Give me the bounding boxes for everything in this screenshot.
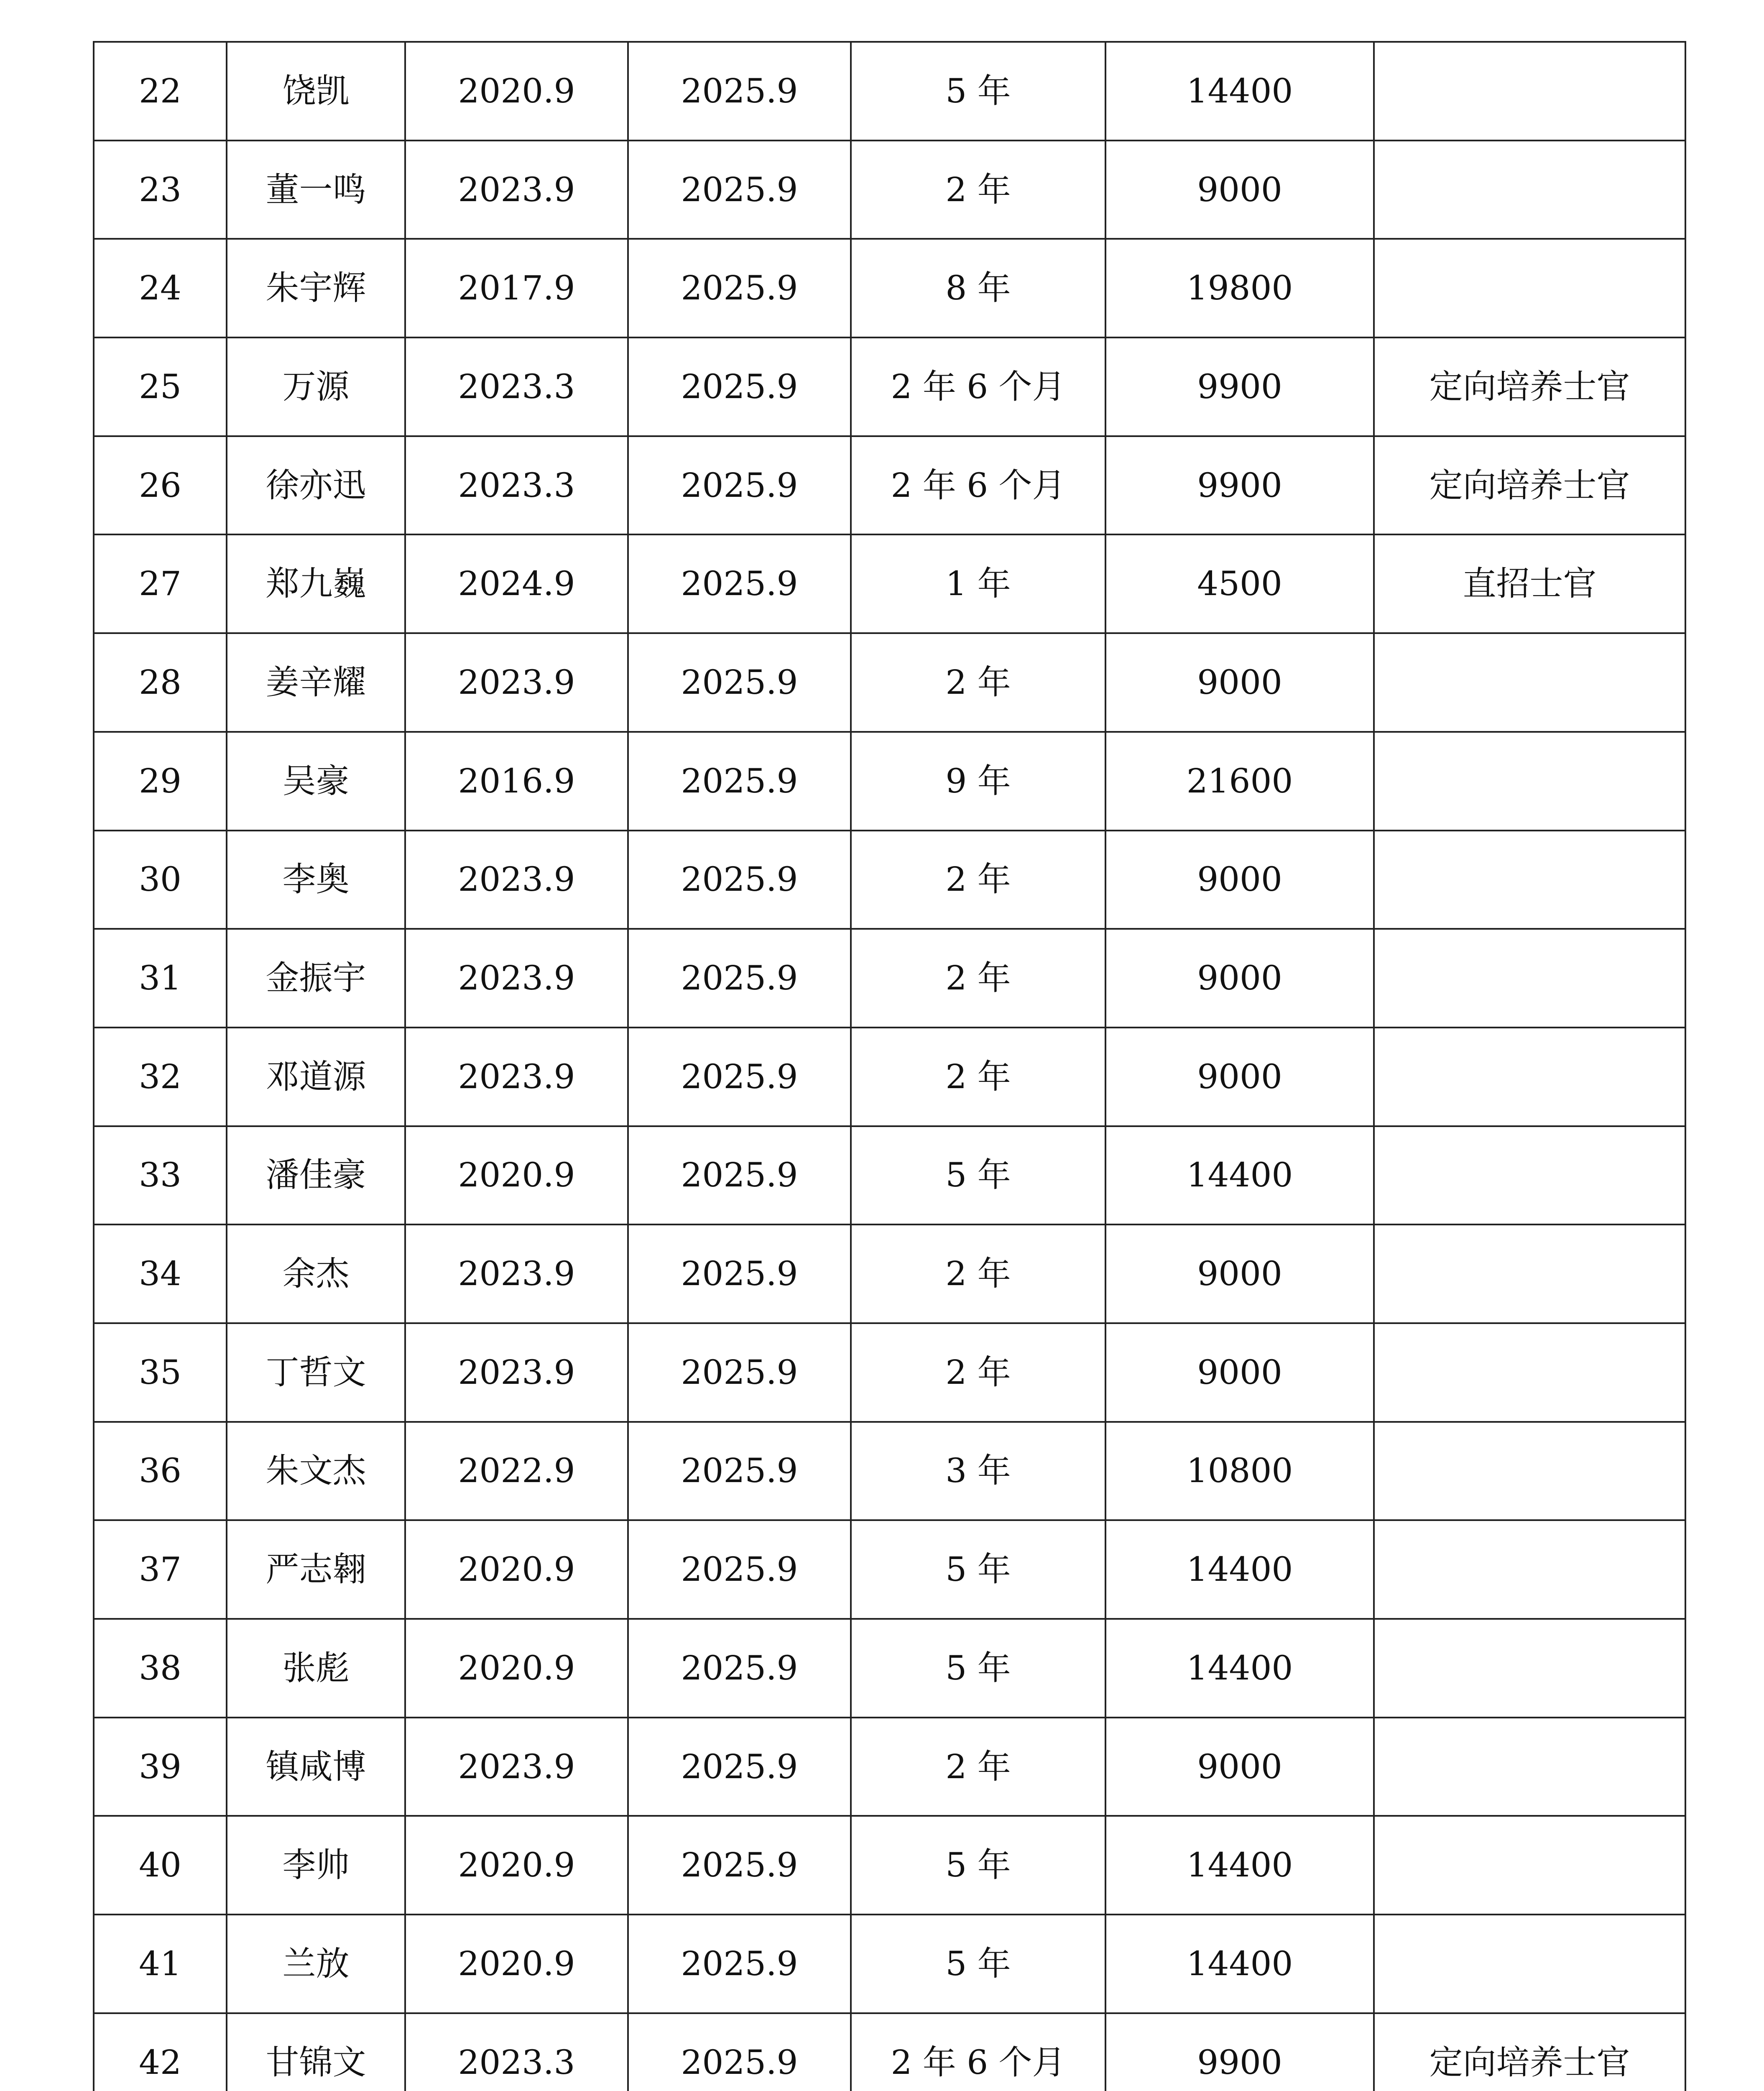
amount-cell: 21600 [1105,732,1374,831]
amount-cell: 9000 [1105,929,1374,1028]
note-cell [1374,42,1685,141]
row-number-cell: 39 [94,1718,227,1816]
table-row [94,534,1685,633]
end-date-cell: 2025.9 [628,436,851,535]
note-cell [1374,1520,1685,1619]
end-date-cell: 2025.9 [628,1816,851,1915]
row-number-cell: 27 [94,534,227,633]
amount-cell: 9000 [1105,1718,1374,1816]
amount-cell: 9000 [1105,1224,1374,1323]
row-number-cell: 31 [94,929,227,1028]
name-cell: 丁哲文 [227,1323,405,1422]
amount-cell: 14400 [1105,1915,1374,2013]
table-row [94,1422,1685,1521]
amount-cell: 19800 [1105,239,1374,337]
duration-cell: 5 年 [851,1816,1105,1915]
start-date-cell: 2024.9 [405,534,628,633]
row-number-cell: 29 [94,732,227,831]
table-row [94,1323,1685,1422]
duration-cell: 9 年 [851,732,1105,831]
table-row [94,436,1685,535]
amount-cell: 4500 [1105,534,1374,633]
end-date-cell: 2025.9 [628,1619,851,1718]
end-date-cell: 2025.9 [628,42,851,141]
name-cell: 甘锦文 [227,2013,405,2091]
note-cell [1374,1323,1685,1422]
note-cell [1374,1126,1685,1225]
row-number-cell: 32 [94,1028,227,1126]
name-cell: 朱文杰 [227,1422,405,1521]
note-cell [1374,929,1685,1028]
table-row [94,1028,1685,1126]
note-cell: 定向培养士官 [1374,436,1685,535]
table-row [94,141,1685,239]
name-cell: 饶凯 [227,42,405,141]
end-date-cell: 2025.9 [628,1126,851,1225]
duration-cell: 2 年 6 个月 [851,337,1105,436]
duration-cell: 3 年 [851,1422,1105,1521]
start-date-cell: 2023.9 [405,929,628,1028]
row-number-cell: 34 [94,1224,227,1323]
name-cell: 李帅 [227,1816,405,1915]
amount-cell: 9000 [1105,1323,1374,1422]
note-cell [1374,1915,1685,2013]
end-date-cell: 2025.9 [628,1224,851,1323]
name-cell: 兰放 [227,1915,405,2013]
name-cell: 张彪 [227,1619,405,1718]
name-cell: 万源 [227,337,405,436]
duration-cell: 5 年 [851,1619,1105,1718]
duration-cell: 2 年 [851,1323,1105,1422]
duration-cell: 5 年 [851,42,1105,141]
start-date-cell: 2020.9 [405,1915,628,2013]
note-cell [1374,1422,1685,1521]
end-date-cell: 2025.9 [628,141,851,239]
duration-cell: 2 年 6 个月 [851,2013,1105,2091]
table-row [94,1224,1685,1323]
start-date-cell: 2023.9 [405,633,628,732]
start-date-cell: 2020.9 [405,42,628,141]
end-date-cell: 2025.9 [628,1718,851,1816]
note-cell [1374,1718,1685,1816]
start-date-cell: 2020.9 [405,1619,628,1718]
duration-cell: 5 年 [851,1126,1105,1225]
row-number-cell: 33 [94,1126,227,1225]
end-date-cell: 2025.9 [628,337,851,436]
start-date-cell: 2020.9 [405,1816,628,1915]
name-cell: 吴豪 [227,732,405,831]
row-number-cell: 40 [94,1816,227,1915]
name-cell: 镇咸博 [227,1718,405,1816]
name-cell: 余杰 [227,1224,405,1323]
name-cell: 姜辛耀 [227,633,405,732]
note-cell [1374,141,1685,239]
duration-cell: 2 年 [851,141,1105,239]
row-number-cell: 24 [94,239,227,337]
row-number-cell: 26 [94,436,227,535]
end-date-cell: 2025.9 [628,732,851,831]
table-row [94,633,1685,732]
start-date-cell: 2023.9 [405,831,628,929]
table-row [94,831,1685,929]
amount-cell: 9000 [1105,633,1374,732]
note-cell [1374,1224,1685,1323]
roster-table [93,41,1686,2091]
start-date-cell: 2023.9 [405,141,628,239]
duration-cell: 2 年 6 个月 [851,436,1105,535]
duration-cell: 8 年 [851,239,1105,337]
table-row [94,1126,1685,1225]
duration-cell: 2 年 [851,831,1105,929]
end-date-cell: 2025.9 [628,1422,851,1521]
name-cell: 郑九巍 [227,534,405,633]
note-cell [1374,239,1685,337]
duration-cell: 2 年 [851,1224,1105,1323]
amount-cell: 9000 [1105,1028,1374,1126]
duration-cell: 2 年 [851,1718,1105,1816]
note-cell [1374,732,1685,831]
duration-cell: 2 年 [851,1028,1105,1126]
duration-cell: 1 年 [851,534,1105,633]
duration-cell: 2 年 [851,929,1105,1028]
start-date-cell: 2020.9 [405,1126,628,1225]
amount-cell: 9000 [1105,141,1374,239]
note-cell: 直招士官 [1374,534,1685,633]
amount-cell: 14400 [1105,1520,1374,1619]
amount-cell: 14400 [1105,42,1374,141]
end-date-cell: 2025.9 [628,1520,851,1619]
table-row [94,1619,1685,1718]
end-date-cell: 2025.9 [628,1028,851,1126]
table-row [94,337,1685,436]
name-cell: 李奥 [227,831,405,929]
row-number-cell: 35 [94,1323,227,1422]
row-number-cell: 42 [94,2013,227,2091]
note-cell [1374,633,1685,732]
name-cell: 金振宇 [227,929,405,1028]
name-cell: 徐亦迅 [227,436,405,535]
end-date-cell: 2025.9 [628,2013,851,2091]
start-date-cell: 2023.9 [405,1323,628,1422]
end-date-cell: 2025.9 [628,534,851,633]
amount-cell: 9000 [1105,831,1374,929]
start-date-cell: 2022.9 [405,1422,628,1521]
amount-cell: 14400 [1105,1816,1374,1915]
start-date-cell: 2023.3 [405,2013,628,2091]
table-row [94,1718,1685,1816]
table-row [94,42,1685,141]
end-date-cell: 2025.9 [628,633,851,732]
end-date-cell: 2025.9 [628,831,851,929]
amount-cell: 14400 [1105,1126,1374,1225]
duration-cell: 5 年 [851,1520,1105,1619]
table-row [94,1520,1685,1619]
end-date-cell: 2025.9 [628,1915,851,2013]
amount-cell: 14400 [1105,1619,1374,1718]
amount-cell: 9900 [1105,337,1374,436]
table-row [94,1915,1685,2013]
table-row [94,239,1685,337]
row-number-cell: 23 [94,141,227,239]
row-number-cell: 41 [94,1915,227,2013]
start-date-cell: 2023.3 [405,436,628,535]
row-number-cell: 38 [94,1619,227,1718]
table-body [94,42,1685,2091]
name-cell: 潘佳豪 [227,1126,405,1225]
row-number-cell: 36 [94,1422,227,1521]
amount-cell: 10800 [1105,1422,1374,1521]
note-cell [1374,1816,1685,1915]
end-date-cell: 2025.9 [628,929,851,1028]
amount-cell: 9900 [1105,436,1374,535]
amount-cell: 9900 [1105,2013,1374,2091]
name-cell: 邓道源 [227,1028,405,1126]
note-cell: 定向培养士官 [1374,337,1685,436]
row-number-cell: 30 [94,831,227,929]
start-date-cell: 2023.9 [405,1224,628,1323]
start-date-cell: 2017.9 [405,239,628,337]
start-date-cell: 2023.9 [405,1718,628,1816]
table-row [94,732,1685,831]
note-cell [1374,1619,1685,1718]
note-cell [1374,1028,1685,1126]
end-date-cell: 2025.9 [628,239,851,337]
row-number-cell: 22 [94,42,227,141]
table-row [94,929,1685,1028]
name-cell: 董一鸣 [227,141,405,239]
table-row [94,2013,1685,2091]
start-date-cell: 2023.3 [405,337,628,436]
duration-cell: 2 年 [851,633,1105,732]
name-cell: 严志翱 [227,1520,405,1619]
row-number-cell: 37 [94,1520,227,1619]
note-cell [1374,831,1685,929]
name-cell: 朱宇辉 [227,239,405,337]
row-number-cell: 28 [94,633,227,732]
end-date-cell: 2025.9 [628,1323,851,1422]
note-cell: 定向培养士官 [1374,2013,1685,2091]
table-row [94,1816,1685,1915]
start-date-cell: 2020.9 [405,1520,628,1619]
duration-cell: 5 年 [851,1915,1105,2013]
start-date-cell: 2023.9 [405,1028,628,1126]
row-number-cell: 25 [94,337,227,436]
start-date-cell: 2016.9 [405,732,628,831]
